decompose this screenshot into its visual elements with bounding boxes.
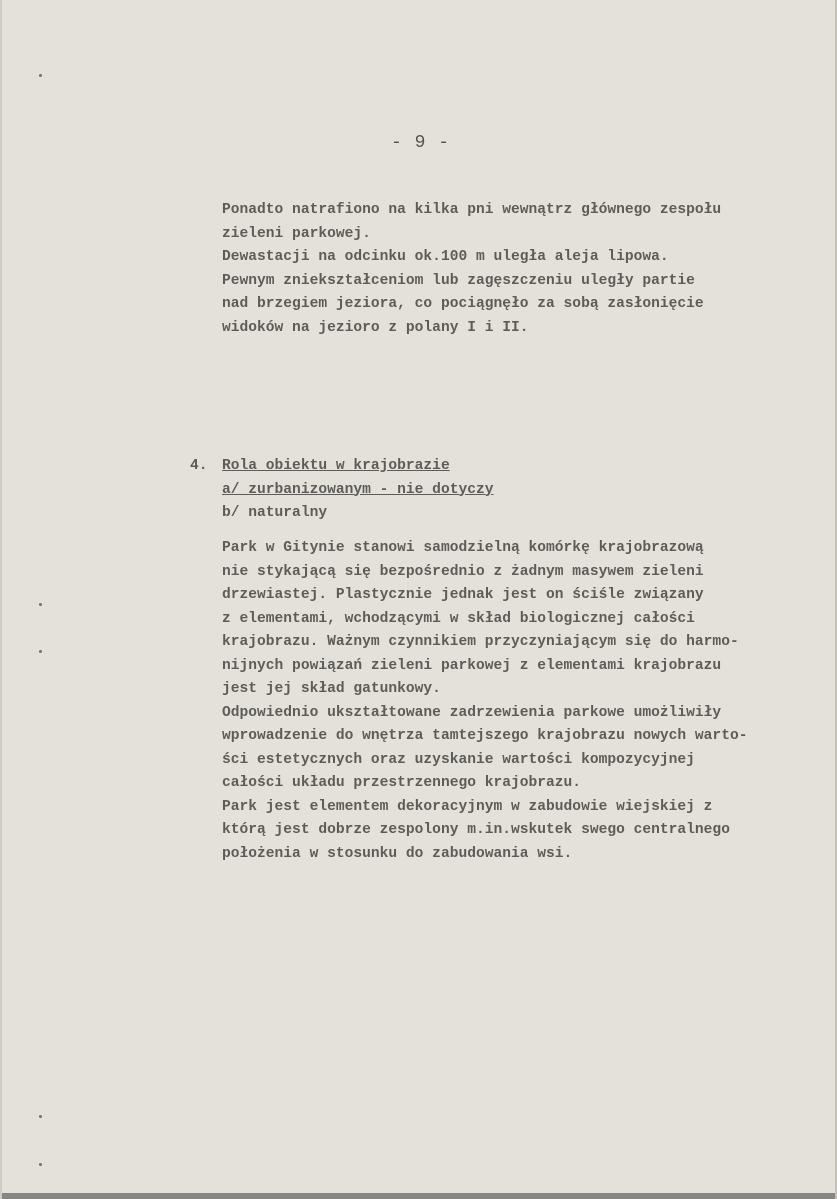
text-line: nijnych powiązań zieleni parkowej z elementami krajobrazu	[222, 657, 722, 674]
text-line: widoków na jezioro z polany I i II.	[222, 319, 529, 336]
text-line: z elementami, wchodzącymi w skład biologicznej całości	[222, 610, 695, 627]
text-line: Pewnym zniekształceniom lub zagęszczeniu uległy partie	[222, 272, 695, 289]
section-item-a	[190, 479, 494, 503]
margin-mark	[39, 650, 42, 653]
text-line: Park jest elementem dekoracyjnym w zabudowie wiejskiej z	[222, 798, 713, 815]
text-line: wprowadzenie do wnętrza tamtejszego krajobrazu nowych warto-	[222, 728, 748, 744]
section-heading-4	[190, 455, 494, 526]
text-line: nad brzegiem jeziora, co pociągnęło za sobą zasłonięcie	[222, 296, 704, 312]
text-line: krajobrazu. Ważnym czynnikiem przyczyniającym się do harmo-	[222, 634, 739, 650]
page-bottom-edge	[2, 1193, 835, 1199]
margin-mark	[39, 74, 42, 77]
text-line: Dewastacji na odcinku ok.100 m uległa aleja lipowa.	[222, 249, 669, 265]
text-line: którą jest dobrze zespolony m.in.wskutek swego centralnego	[222, 822, 730, 838]
text-line: Ponadto natrafiono na kilka pni wewnątrz głównego zespołu	[222, 202, 722, 218]
section-number: 4.	[190, 458, 208, 474]
text-line: położenia w stosunku do zabudowania wsi.	[222, 845, 573, 862]
section-item-b: b/ naturalny	[222, 505, 328, 521]
text-line: nie stykającą się bezpośrednio z żadnym masywem zieleni	[222, 563, 704, 580]
text-line: całości układu przestrzennego krajobrazu.	[222, 775, 582, 791]
paragraph-landscape-role	[222, 537, 747, 866]
text-line: jest jej skład gatunkowy.	[222, 681, 441, 697]
margin-mark	[39, 1115, 42, 1118]
section-item-a-text: a/ zurbanizowanym - nie dotyczy	[222, 481, 494, 498]
section-title-line	[190, 455, 494, 479]
section-title: Rola obiektu w krajobrazie	[222, 458, 450, 474]
margin-mark	[39, 1163, 42, 1166]
page-number: - 9 -	[390, 133, 450, 153]
paragraph-park-damage	[222, 199, 721, 340]
margin-mark	[39, 603, 42, 606]
text-line: Odpowiednio ukształtowane zadrzewienia parkowe umożliwiły	[222, 704, 722, 721]
text-line: Park w Gitynie stanowi samodzielną komórkę krajobrazową	[222, 540, 704, 556]
text-line: ści estetycznych oraz uzyskanie wartości kompozycyjnej	[222, 751, 695, 768]
text-line: drzewiastej. Plastycznie jednak jest on ściśle związany	[222, 587, 704, 603]
text-line: zieleni parkowej.	[222, 225, 371, 242]
